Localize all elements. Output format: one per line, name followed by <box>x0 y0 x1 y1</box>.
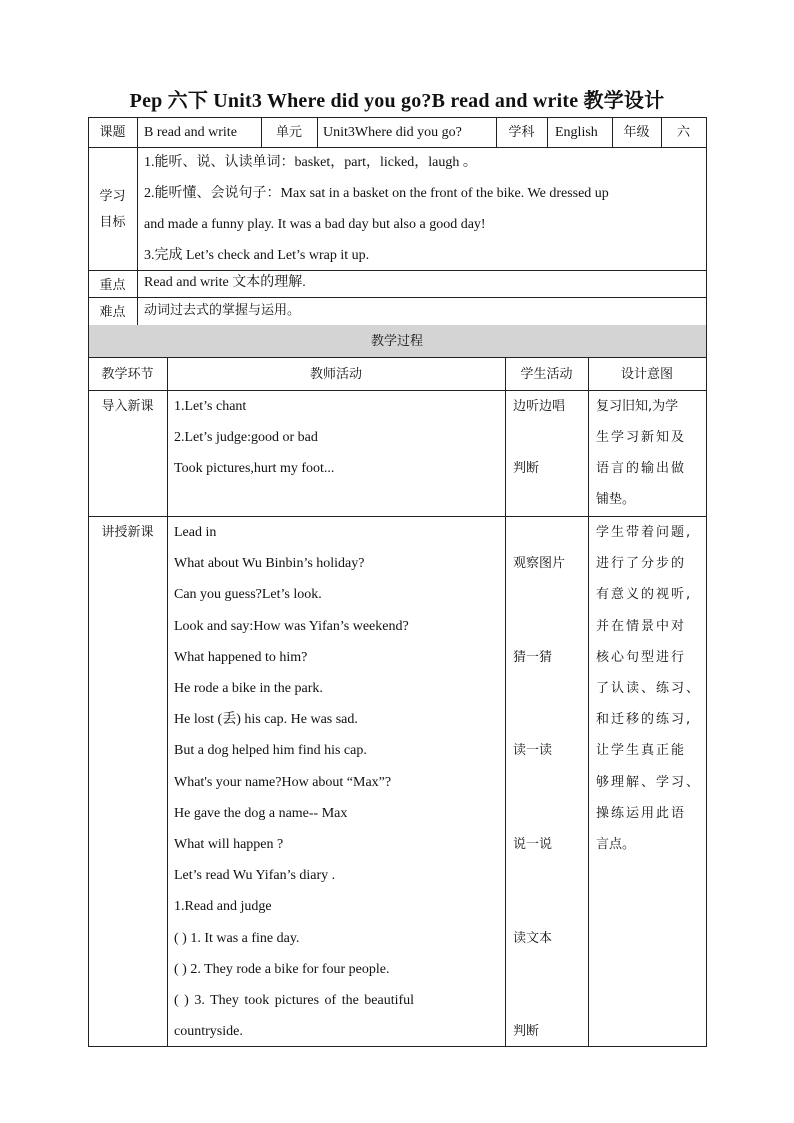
table-border-left <box>88 117 89 1047</box>
intent-line: 让学生真正能 <box>596 743 687 759</box>
row-divider <box>88 297 707 298</box>
intent-line: 并在情景中对 <box>596 618 687 634</box>
teacher-line: Let’s read Wu Yifan’s diary . <box>174 868 336 884</box>
teacher-line: ( ) 3. They took pictures of the beautiful <box>174 993 415 1008</box>
intent-line: 言点。 <box>596 837 636 852</box>
unit-label: 单元 <box>275 125 302 140</box>
intent-line: 核心句型进行 <box>596 649 687 665</box>
student-line: 判断 <box>513 1024 540 1040</box>
intent-text: 复习旧知,为学 <box>596 399 679 414</box>
objectives-label-line-2: 目标 <box>99 215 126 230</box>
teacher-line: What will happen ? <box>174 837 284 852</box>
grade-value: 六 <box>676 125 690 140</box>
teacher-line: What happened to him? <box>174 649 308 665</box>
teacher-line: What about Wu Binbin’s holiday? <box>174 556 365 572</box>
subject-label: 学科 <box>508 125 535 140</box>
teacher-line: countryside. <box>174 1024 243 1040</box>
objectives-label-line-1: 学习 <box>99 189 126 204</box>
intent-line: 了认读、练习、 <box>596 681 702 696</box>
student-line: 说一说 <box>513 837 553 852</box>
intent-line: 进行了分步的 <box>596 556 687 572</box>
col-divider <box>588 357 589 1047</box>
teacher-line: Took pictures,hurt my foot... <box>174 461 335 476</box>
col-divider <box>137 117 138 325</box>
objective-line: 2.能听懂、会说句子：Max sat in a basket on the front of the bike. We dressed up <box>144 186 609 201</box>
intent-line: 语言的输出做 <box>596 461 687 476</box>
student-line: 读文本 <box>513 930 553 946</box>
column-header-stage: 教学环节 <box>101 367 154 382</box>
intent-line: 有意义的视听, <box>596 587 693 603</box>
process-header: 教学过程 <box>370 334 423 349</box>
teacher-line: ( ) 1. It was a fine day. <box>174 930 300 946</box>
intent-line: 生学习新知及 <box>596 430 687 445</box>
objective-line: 1.能听、说、认读单词：basket，part，licked，laugh 。 <box>144 155 477 170</box>
key-point-value: Read and write 文本的理解. <box>144 275 306 290</box>
col-divider <box>317 117 318 147</box>
row-divider <box>88 147 707 148</box>
teacher-line: He lost (丢) his cap. He was sad. <box>174 712 358 728</box>
objective-line: 3.完成 Let’s check and Let’s wrap it up. <box>144 248 370 263</box>
objective-line: and made a funny play. It was a bad day but also a good day! <box>144 217 486 232</box>
stage-cell: 讲授新课 <box>101 525 154 540</box>
table-border-top <box>88 117 707 118</box>
topic-label: 课题 <box>99 125 126 140</box>
stage-cell: 导入新课 <box>101 399 154 414</box>
row-divider <box>88 390 707 391</box>
student-line: 猜一猜 <box>513 649 553 665</box>
teacher-line: 1.Let’s chant <box>174 399 247 414</box>
teacher-line: Look and say:How was Yifan’s weekend? <box>174 618 409 634</box>
intent-line: 学生带着问题, <box>596 525 693 540</box>
row-divider <box>88 516 707 517</box>
subject-value: English <box>555 125 598 140</box>
intent-line: 操练运用此语 <box>596 805 687 821</box>
teacher-line: 1.Read and judge <box>174 899 272 915</box>
column-header-teacher: 教师活动 <box>309 367 362 382</box>
grade-label: 年级 <box>623 125 650 140</box>
difficulty-value: 动词过去式的掌握与运用。 <box>144 303 301 318</box>
teacher-line: He gave the dog a name-- Max <box>174 805 348 821</box>
key-point-label: 重点 <box>99 278 126 293</box>
col-divider <box>505 357 506 1047</box>
teacher-line: Can you guess?Let’s look. <box>174 587 322 603</box>
unit-value: Unit3Where did you go? <box>323 125 462 140</box>
teacher-line: Lead in <box>174 525 217 540</box>
table-border-bottom <box>88 1046 707 1047</box>
teacher-line: He rode a bike in the park. <box>174 681 323 696</box>
intent-line <box>596 398 699 416</box>
column-header-student: 学生活动 <box>520 367 573 382</box>
document-title: Pep 六下 Unit3 Where did you go?B read and write 教学设计 <box>129 90 665 112</box>
teacher-line: 2.Let’s judge:good or bad <box>174 430 318 445</box>
student-line: 边听边唱 <box>513 399 566 414</box>
intent-line: 和迁移的练习, <box>596 712 693 728</box>
intent-line: 铺垫。 <box>596 492 636 507</box>
row-divider <box>88 357 707 358</box>
teacher-line: What's your name?How about “Max”? <box>174 774 392 790</box>
col-divider <box>547 117 548 147</box>
col-divider <box>167 357 168 1047</box>
column-header-intent: 设计意图 <box>620 367 673 382</box>
row-divider <box>88 270 707 271</box>
table-border-right <box>706 117 707 1047</box>
topic-value: B read and write <box>144 125 237 140</box>
difficulty-label: 难点 <box>99 305 126 320</box>
student-line: 观察图片 <box>513 556 566 572</box>
teacher-line: But a dog helped him find his cap. <box>174 743 367 759</box>
student-line: 读一读 <box>513 743 553 759</box>
student-line: 判断 <box>513 461 540 476</box>
teacher-line: ( ) 2. They rode a bike for four people. <box>174 961 390 977</box>
intent-line: 够理解、学习、 <box>596 774 702 790</box>
